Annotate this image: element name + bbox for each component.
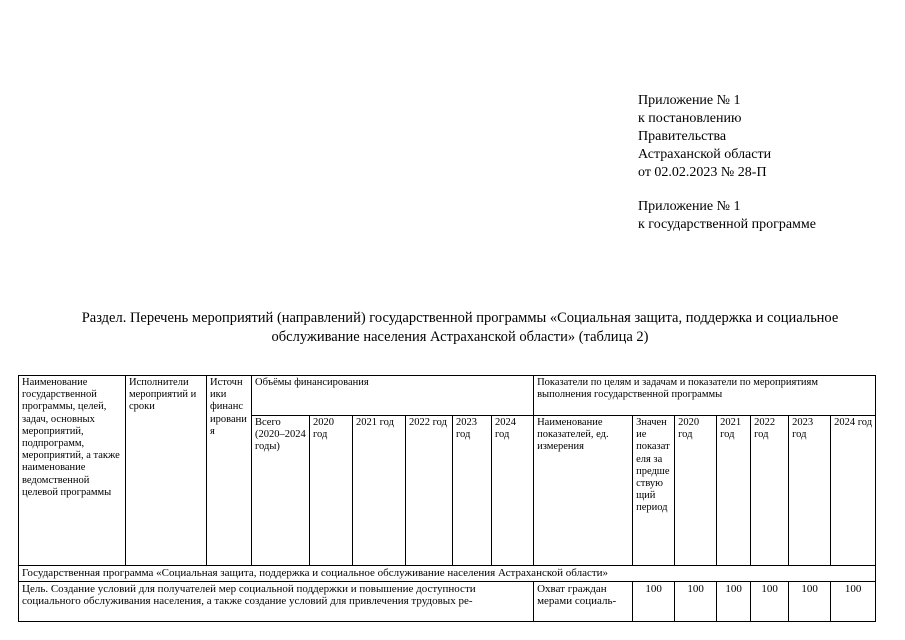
appendix-header: [638, 92, 816, 234]
appendix-line: Правительства: [638, 129, 727, 144]
header-indicator-year: 2024 год: [831, 416, 876, 566]
section-title: Раздел. Перечень мероприятий (направлений) государственной программы «Социальная защита, поддержка и социальное обслуживание населения Астраханской области» (таблица 2): [81, 310, 839, 345]
goal-value: 100: [675, 582, 717, 622]
header-sources: Источники финансирования: [207, 376, 252, 566]
header-indicator-year: 2022 год: [751, 416, 789, 566]
header-indicator-year: 2021 год: [717, 416, 751, 566]
header-funding-year: 2020 год: [310, 416, 353, 566]
appendix-line: Приложение № 1: [638, 93, 741, 108]
header-indicator-prev: Значение показателя за предшествующий период: [633, 416, 675, 566]
header-funding-year: 2024 год: [492, 416, 534, 566]
header-indicators: Показатели по целям и задачам и показатели по мероприятиям выполнения государственной программы: [534, 376, 876, 416]
goal-indicator: Охват граждан мерами социаль-: [534, 582, 633, 622]
goal-value: 100: [831, 582, 876, 622]
header-indicator-year: 2020 год: [675, 416, 717, 566]
program-appendix-line: к государственной программе: [638, 217, 816, 232]
goal-value: 100: [789, 582, 831, 622]
goal-value: 100: [717, 582, 751, 622]
program-row: Государственная программа «Социальная защита, поддержка и социальное обслуживание населения Астраханской области»: [19, 566, 876, 582]
program-appendix-line: Приложение № 1: [638, 199, 741, 214]
goal-value: 100: [751, 582, 789, 622]
appendix-line: от 02.02.2023 № 28-П: [638, 165, 767, 180]
header-indicator-year: 2023 год: [789, 416, 831, 566]
appendix-line: к постановлению: [638, 111, 742, 126]
header-indicator-name: Наименование показателей, ед. измерения: [534, 416, 633, 566]
goal-value: 100: [633, 582, 675, 622]
measures-table: [18, 375, 876, 622]
header-funding-total: Всего (2020–2024 годы): [252, 416, 310, 566]
appendix-line: Астраханской области: [638, 147, 772, 162]
header-funding-year: 2021 год: [353, 416, 406, 566]
header-executors: Исполнители мероприятий и сроки: [126, 376, 207, 566]
header-funding: Объёмы финансирования: [252, 376, 534, 416]
header-funding-year: 2022 год: [406, 416, 453, 566]
header-program-name: Наименование государственной программы, целей, задач, основных мероприятий, подпрограмм, мероприятий, а также наименование ведомственной целевой программы: [19, 376, 126, 566]
header-funding-year: 2023 год: [453, 416, 492, 566]
goal-row: Цель. Создание условий для получателей мер социальной поддержки и повышение доступности социального обслуживания населения, а также создание условий для привлечения трудовых ре-: [19, 582, 534, 622]
